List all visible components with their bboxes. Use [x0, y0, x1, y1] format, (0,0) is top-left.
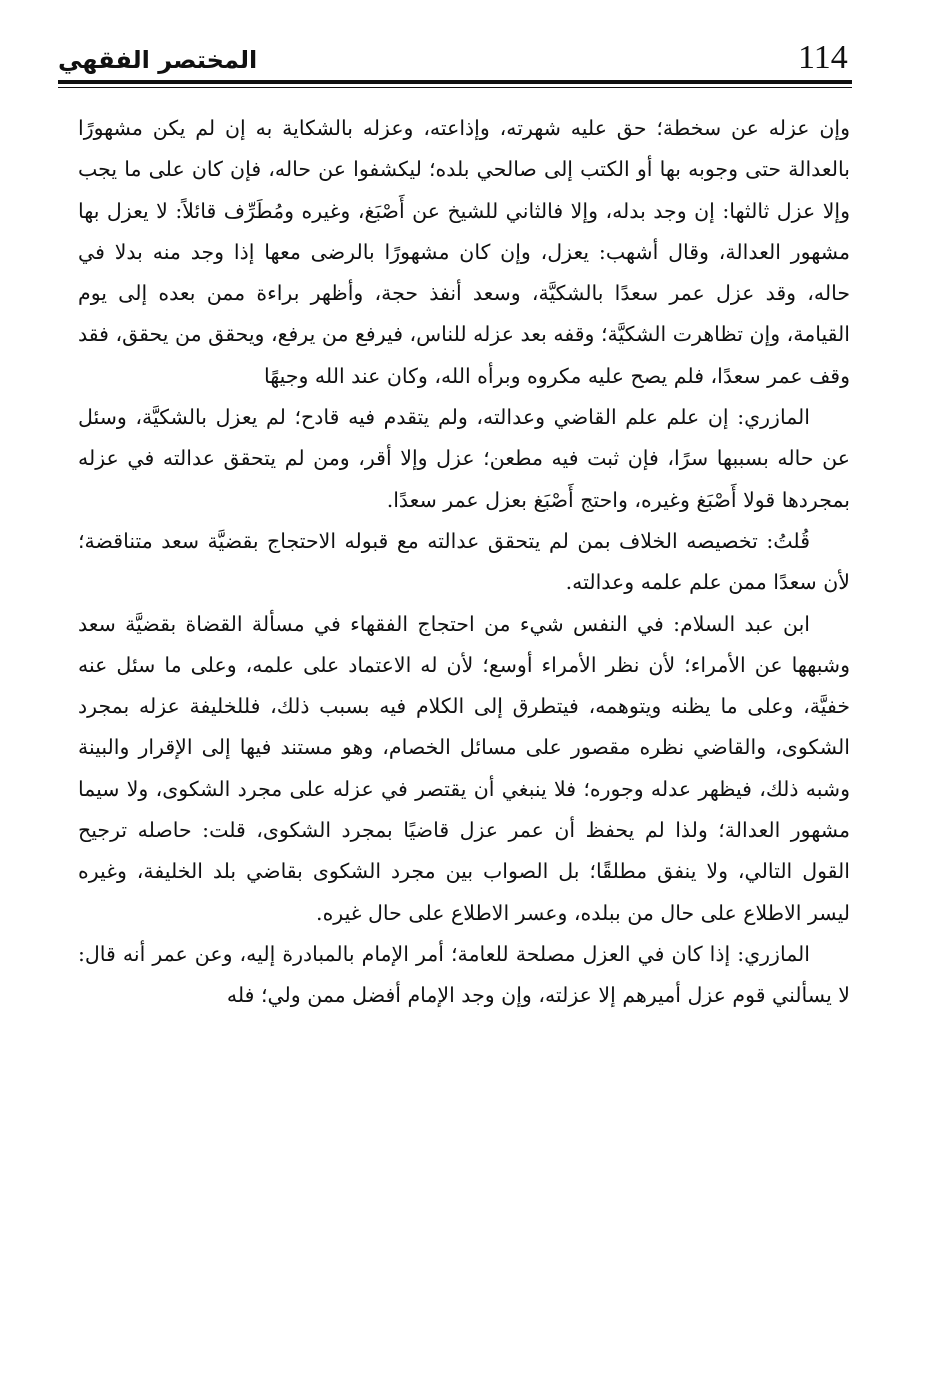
running-title: المختصر الفقهي — [58, 46, 258, 74]
page-header — [58, 36, 852, 80]
header-rule-thin — [58, 87, 852, 88]
page-number: 114 — [798, 39, 848, 76]
page-body — [78, 108, 850, 1017]
paragraph-5: المازري: إذا كان في العزل مصلحة للعامة؛ أمر الإمام بالمبادرة إليه، وعن عمر أنه قال: لا يسألني قوم عزل أميرهم إلا عزلته، وإن وجد الإمام أفضل ممن ولي؛ فله — [78, 941, 850, 1008]
paragraph-2: المازري: إن علم علم القاضي وعدالته، ولم يتقدم فيه قادح؛ لم يعزل بالشكيَّة، وسئل عن حاله بسببها سرًا، فإن ثبت فيه مطعن؛ عزل وإلا أقر، ومن لم يتحقق عدالته في عزله بمجردها قولا أَصْبَغ وغيره، واحتج أَصْبَغ بعزل عمر سعدًا. — [78, 405, 850, 512]
paragraph-1: وإن عزله عن سخطة؛ حق عليه شهرته، وإذاعته، وعزله بالشكاية به إن لم يكن مشهورًا بالعدالة حتى وجوبه بها أو الكتب إلى صالحي بلده؛ ليكشفوا عن حاله، فإن كان على ما يجب وإلا عزل ثالثها: إن وجد بدله، وإلا فالثاني للشيخ عن أَصْبَغ، وغيره ومُطَرِّف قائلاً: لا يعزل بها مشهور العدالة، وقال أشهب: يعزل، وإن كان مشهورًا بالرضى معها إذا وجد منه بدلا في حاله، وقد عزل عمر سعدًا بالشكيَّة، وسعد أنفذ حجة، وأظهر براءة ممن بعده إلى يوم القيامة، وإن تظاهرت الشكيَّة؛ وقفه بعد عزله للناس، فيرفع من يرفع، ويحقق من يحقق، فقد وقف عمر سعدًا، فلم يصح عليه مكروه وبرأه الله، وكان عند الله وجيهًا — [78, 116, 850, 388]
header-rule-thick — [58, 80, 852, 84]
paragraph-4: ابن عبد السلام: في النفس شيء من احتجاج الفقهاء في مسألة القضاة بقضيَّة سعد وشبهها عن الأمراء؛ لأن نظر الأمراء أوسع؛ لأن له الاعتماد على علمه، وعلى ما سئل عنه خفيَّة، وعلى ما يظنه ويتوهمه، فيتطرق إلى الكلام فيه بسبب ذلك، فللخليفة عزله بمجرد الشكوى، والقاضي نظره مقصور على مسائل الخصام، وهو مستند فيها إلى الإقرار والبينة وشبه ذلك، فيظهر عدله وجوره؛ فلا ينبغي أن يقتصر في عزله على مجرد الشكوى، ولا سيما مشهور العدالة؛ ولذا لم يحفظ أن عمر عزل قاضيًا بمجرد الشكوى، قلت: حاصله ترجيح القول التالي، ولا ينفق مطلقًا؛ بل الصواب بين مجرد الشكوى بقاضي بلد الخليفة، وغيره ليسر الاطلاع على حال من ببلده، وعسر الاطلاع على حال غيره. — [78, 611, 850, 925]
paragraph-3: قُلتُ: تخصيصه الخلاف بمن لم يتحقق عدالته مع قبوله الاحتجاج بقضيَّة سعد متناقضة؛ لأن سعدًا ممن علم علمه وعدالته. — [78, 528, 850, 595]
